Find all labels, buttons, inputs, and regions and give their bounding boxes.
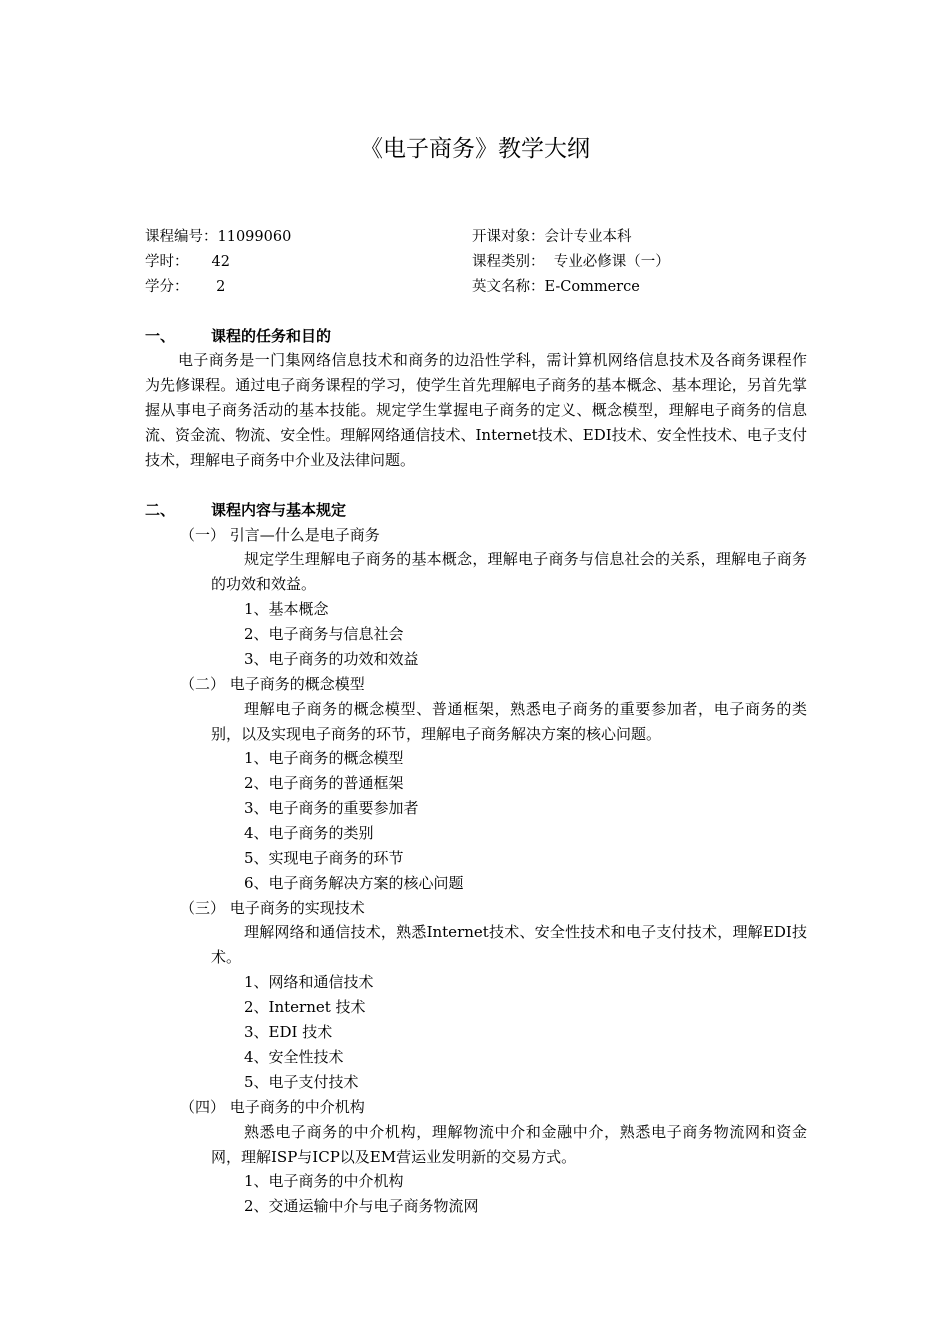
part-1-description: 规定学生理解电子商务的基本概念，理解电子商务与信息社会的关系，理解电子商务的功效和效益。 xyxy=(211,550,807,593)
document-title: 《电子商务》教学大纲 xyxy=(360,136,590,162)
part-3-heading: （三） 电子商务的实现技术 xyxy=(180,899,365,917)
list-item: 5、实现电子商务的环节 xyxy=(244,849,404,867)
list-item: 5、电子支付技术 xyxy=(244,1073,359,1091)
list-item: 6、电子商务解决方案的核心问题 xyxy=(244,874,464,892)
list-item: 2、电子商务的普通框架 xyxy=(244,774,404,792)
section-2-heading xyxy=(145,499,346,521)
list-item: 1、电子商务的中介机构 xyxy=(244,1172,404,1190)
section-1-body: 电子商务是一门集网络信息技术和商务的边沿性学科，需计算机网络信息技术及各商务课程作为先修课程。通过电子商务课程的学习，使学生首先理解电子商务的基本概念、基本理论，另首先掌握从事电子商务活动的基本技能。规定学生掌握电子商务的定义、概念模型，理解电子商务的信息流、资金流、物流、安全性。理解网络通信技术、Internet技术、EDI技术、安全性技术、电子支付技术，理解电子商务中介业及法律问题。 xyxy=(145,351,807,469)
course-audience: 开课对象：会计专业本科 xyxy=(472,229,632,245)
course-english-name: 英文名称：E-Commerce xyxy=(472,279,640,295)
section-1-title: 课程的任务和目的 xyxy=(211,327,332,345)
part-3-description: 理解网络和通信技术，熟悉Internet技术、安全性技术和电子支付技术，理解EDI技术。 xyxy=(211,923,807,966)
part-1-heading: （一） 引言—什么是电子商务 xyxy=(180,526,380,544)
section-1-number: 一、 xyxy=(145,327,176,345)
list-item: 1、网络和通信技术 xyxy=(244,973,374,991)
section-2-number: 二、 xyxy=(145,501,176,519)
section-1-heading xyxy=(145,325,331,347)
list-item: 3、电子商务的功效和效益 xyxy=(244,650,419,668)
list-item: 2、电子商务与信息社会 xyxy=(244,625,404,643)
list-item: 1、基本概念 xyxy=(244,600,329,618)
list-item: 2、Internet 技术 xyxy=(244,998,366,1016)
part-4-heading: （四） 电子商务的中介机构 xyxy=(180,1098,365,1116)
part-4-description: 熟悉电子商务的中介机构，理解物流中介和金融中介，熟悉电子商务物流网和资金网，理解ISP与ICP以及EM营运业发明新的交易方式。 xyxy=(211,1123,807,1166)
list-item: 3、EDI 技术 xyxy=(244,1023,333,1041)
list-item: 2、交通运输中介与电子商务物流网 xyxy=(244,1197,479,1215)
course-hours: 学时： 42 xyxy=(145,254,230,270)
list-item: 4、安全性技术 xyxy=(244,1048,344,1066)
course-code: 课程编号：11099060 xyxy=(145,229,292,245)
part-2-description: 理解电子商务的概念模型、普通框架，熟悉电子商务的重要参加者，电子商务的类别，以及实现电子商务的环节，理解电子商务解决方案的核心问题。 xyxy=(211,700,807,743)
course-category: 课程类别： 专业必修课（一） xyxy=(472,254,670,270)
course-credits: 学分： 2 xyxy=(145,279,226,295)
section-2-title: 课程内容与基本规定 xyxy=(211,501,347,519)
list-item: 4、电子商务的类别 xyxy=(244,824,374,842)
list-item: 3、电子商务的重要参加者 xyxy=(244,799,419,817)
list-item: 1、电子商务的概念模型 xyxy=(244,749,404,767)
part-2-heading: （二） 电子商务的概念模型 xyxy=(180,675,365,693)
